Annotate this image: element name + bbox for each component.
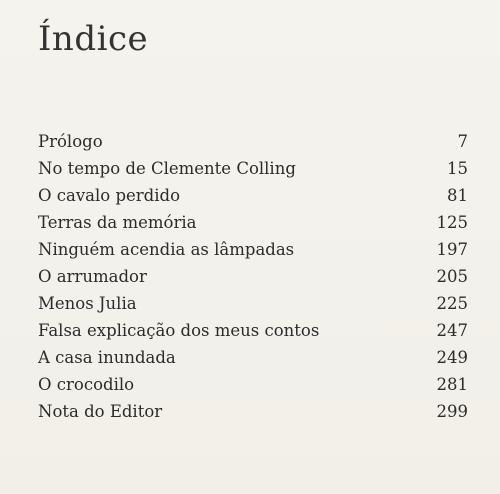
toc-entry-falsa-explicacao <box>38 317 468 344</box>
toc-entry-title: O arrumador <box>38 267 147 286</box>
toc-entry-page: 125 <box>436 213 468 232</box>
toc-entry-title: No tempo de Clemente Colling <box>38 159 296 178</box>
toc-entry-lampadas <box>38 236 468 263</box>
toc-entry-title: Nota do Editor <box>38 402 163 421</box>
toc-entry-title: Menos Julia <box>38 294 137 313</box>
toc-entry-page: 281 <box>436 375 468 394</box>
toc-entry-prologo <box>38 128 468 155</box>
toc-entry-title: Terras da memória <box>38 213 197 232</box>
toc-entry-title: Falsa explicação dos meus contos <box>38 321 320 340</box>
toc-entry-page: 249 <box>436 348 468 367</box>
toc-entry-menos-julia <box>38 290 468 317</box>
toc-entry-page: 15 <box>447 159 468 178</box>
toc-entry-page: 81 <box>447 186 468 205</box>
toc-entry-title: Prólogo <box>38 132 103 151</box>
toc-entry-title: O cavalo perdido <box>38 186 181 205</box>
toc-entry-page: 197 <box>436 240 468 259</box>
toc-entry-title: Ninguém acendia as lâmpadas <box>38 240 295 259</box>
toc-entry-page: 299 <box>436 402 468 421</box>
table-of-contents <box>38 128 468 425</box>
toc-entry-casa-inundada <box>38 344 468 371</box>
toc-entry-crocodilo <box>38 371 468 398</box>
toc-entry-clemente-colling <box>38 155 468 182</box>
page-title: Índice <box>38 19 149 59</box>
toc-entry-title: A casa inundada <box>38 348 176 367</box>
toc-entry-page: 7 <box>457 132 468 151</box>
toc-entry-terras-da-memoria <box>38 209 468 236</box>
toc-entry-page: 225 <box>436 294 468 313</box>
toc-entry-cavalo-perdido <box>38 182 468 209</box>
toc-entry-arrumador <box>38 263 468 290</box>
toc-entry-title: O crocodilo <box>38 375 135 394</box>
toc-entry-page: 205 <box>436 267 468 286</box>
toc-entry-page: 247 <box>436 321 468 340</box>
toc-entry-nota-do-editor <box>38 398 468 425</box>
